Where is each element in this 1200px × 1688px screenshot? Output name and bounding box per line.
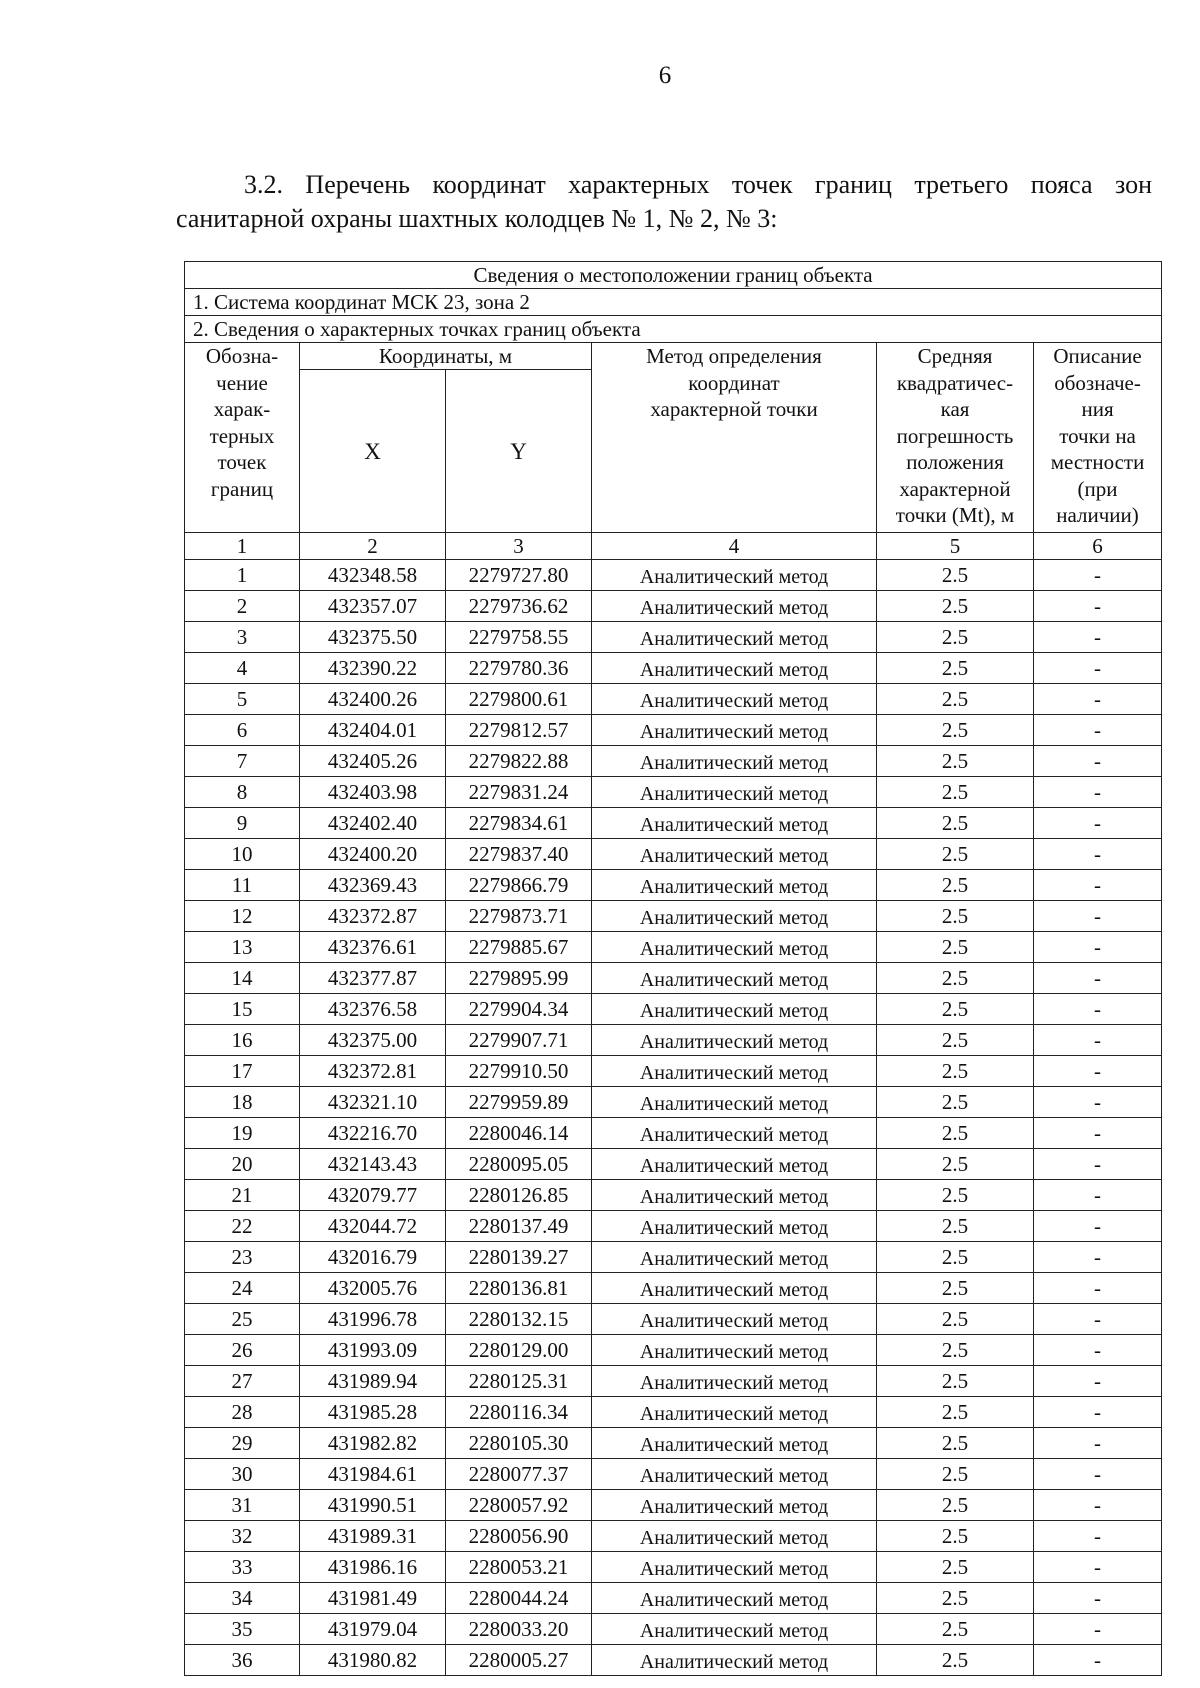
cell-description: -: [1034, 1366, 1162, 1397]
column-number: 5: [877, 533, 1034, 560]
cell-y: 2279758.55: [446, 622, 592, 653]
table-row: [185, 1025, 1162, 1056]
cell-y: 2279780.36: [446, 653, 592, 684]
cell-point-number: 29: [185, 1428, 300, 1459]
header-method: Метод определения координат характерной точки: [592, 343, 877, 533]
cell-method: Аналитический метод: [592, 1459, 877, 1490]
cell-point-number: 9: [185, 808, 300, 839]
cell-point-number: 2: [185, 591, 300, 622]
cell-point-number: 14: [185, 963, 300, 994]
table-row: [185, 1056, 1162, 1087]
table-row: [185, 1366, 1162, 1397]
cell-error: 2.5: [877, 1087, 1034, 1118]
cell-description: -: [1034, 1304, 1162, 1335]
cell-method: Аналитический метод: [592, 994, 877, 1025]
table-row: [185, 591, 1162, 622]
cell-y: 2279866.79: [446, 870, 592, 901]
cell-method: Аналитический метод: [592, 963, 877, 994]
table-row: [185, 1118, 1162, 1149]
cell-method: Аналитический метод: [592, 1428, 877, 1459]
cell-error: 2.5: [877, 591, 1034, 622]
table-row: [185, 1149, 1162, 1180]
cell-point-number: 11: [185, 870, 300, 901]
cell-x: 432372.87: [300, 901, 446, 932]
cell-x: 432403.98: [300, 777, 446, 808]
cell-x: 432321.10: [300, 1087, 446, 1118]
cell-point-number: 30: [185, 1459, 300, 1490]
cell-error: 2.5: [877, 622, 1034, 653]
cell-error: 2.5: [877, 963, 1034, 994]
cell-x: 432143.43: [300, 1149, 446, 1180]
cell-y: 2280116.34: [446, 1397, 592, 1428]
table-row: [185, 1242, 1162, 1273]
cell-x: 432376.61: [300, 932, 446, 963]
cell-error: 2.5: [877, 1428, 1034, 1459]
cell-description: -: [1034, 1056, 1162, 1087]
cell-point-number: 20: [185, 1149, 300, 1180]
table-row: [185, 684, 1162, 715]
table-row: [185, 994, 1162, 1025]
cell-y: 2279873.71: [446, 901, 592, 932]
cell-x: 431984.61: [300, 1459, 446, 1490]
cell-x: 432375.50: [300, 622, 446, 653]
table-row: [185, 901, 1162, 932]
cell-error: 2.5: [877, 653, 1034, 684]
cell-x: 432369.43: [300, 870, 446, 901]
table-row: [185, 963, 1162, 994]
cell-error: 2.5: [877, 994, 1034, 1025]
cell-method: Аналитический метод: [592, 1149, 877, 1180]
cell-error: 2.5: [877, 1366, 1034, 1397]
cell-x: 432390.22: [300, 653, 446, 684]
cell-error: 2.5: [877, 1242, 1034, 1273]
cell-error: 2.5: [877, 1397, 1034, 1428]
cell-description: -: [1034, 746, 1162, 777]
cell-method: Аналитический метод: [592, 1335, 877, 1366]
cell-y: 2280056.90: [446, 1521, 592, 1552]
cell-error: 2.5: [877, 746, 1034, 777]
cell-x: 431979.04: [300, 1614, 446, 1645]
cell-description: -: [1034, 1428, 1162, 1459]
coordinate-system: 1. Система координат МСК 23, зона 2: [185, 289, 1162, 316]
cell-point-number: 32: [185, 1521, 300, 1552]
cell-error: 2.5: [877, 1552, 1034, 1583]
cell-method: Аналитический метод: [592, 1180, 877, 1211]
cell-point-number: 19: [185, 1118, 300, 1149]
cell-method: Аналитический метод: [592, 560, 877, 591]
cell-x: 432044.72: [300, 1211, 446, 1242]
cell-error: 2.5: [877, 1056, 1034, 1087]
cell-y: 2280132.15: [446, 1304, 592, 1335]
cell-y: 2279885.67: [446, 932, 592, 963]
cell-error: 2.5: [877, 870, 1034, 901]
cell-x: 431980.82: [300, 1645, 446, 1676]
cell-method: Аналитический метод: [592, 1273, 877, 1304]
cell-error: 2.5: [877, 1490, 1034, 1521]
cell-y: 2280129.00: [446, 1335, 592, 1366]
cell-error: 2.5: [877, 1025, 1034, 1056]
cell-error: 2.5: [877, 1304, 1034, 1335]
cell-method: Аналитический метод: [592, 1087, 877, 1118]
section-heading: [176, 168, 1152, 236]
cell-description: -: [1034, 684, 1162, 715]
column-number: 1: [185, 533, 300, 560]
column-number: 6: [1034, 533, 1162, 560]
cell-x: 432404.01: [300, 715, 446, 746]
cell-error: 2.5: [877, 839, 1034, 870]
cell-method: Аналитический метод: [592, 777, 877, 808]
cell-x: 432005.76: [300, 1273, 446, 1304]
cell-description: -: [1034, 591, 1162, 622]
column-number: 3: [446, 533, 592, 560]
cell-point-number: 5: [185, 684, 300, 715]
cell-y: 2280046.14: [446, 1118, 592, 1149]
cell-method: Аналитический метод: [592, 870, 877, 901]
cell-error: 2.5: [877, 1273, 1034, 1304]
cell-method: Аналитический метод: [592, 808, 877, 839]
heading-line-2: санитарной охраны шахтных колодцев № 1, № 2, № 3:: [176, 204, 778, 233]
cell-description: -: [1034, 1211, 1162, 1242]
cell-method: Аналитический метод: [592, 1521, 877, 1552]
cell-error: 2.5: [877, 560, 1034, 591]
cell-method: Аналитический метод: [592, 932, 877, 963]
cell-y: 2279907.71: [446, 1025, 592, 1056]
cell-error: 2.5: [877, 1118, 1034, 1149]
points-section-title: 2. Сведения о характерных точках границ объекта: [185, 316, 1162, 343]
cell-error: 2.5: [877, 777, 1034, 808]
table-row: [185, 622, 1162, 653]
cell-point-number: 18: [185, 1087, 300, 1118]
cell-point-number: 7: [185, 746, 300, 777]
cell-x: 432400.26: [300, 684, 446, 715]
cell-description: -: [1034, 1242, 1162, 1273]
cell-method: Аналитический метод: [592, 1645, 877, 1676]
cell-x: 431989.94: [300, 1366, 446, 1397]
cell-description: -: [1034, 653, 1162, 684]
cell-point-number: 33: [185, 1552, 300, 1583]
cell-y: 2279837.40: [446, 839, 592, 870]
header-error: Средняя квадратичес- кая погрешность положения характерной точки (Mt), м: [877, 343, 1034, 533]
cell-point-number: 26: [185, 1335, 300, 1366]
cell-point-number: 31: [185, 1490, 300, 1521]
cell-description: -: [1034, 1521, 1162, 1552]
cell-method: Аналитический метод: [592, 1366, 877, 1397]
cell-y: 2280077.37: [446, 1459, 592, 1490]
cell-error: 2.5: [877, 684, 1034, 715]
cell-y: 2279834.61: [446, 808, 592, 839]
cell-point-number: 28: [185, 1397, 300, 1428]
cell-method: Аналитический метод: [592, 1211, 877, 1242]
cell-error: 2.5: [877, 1335, 1034, 1366]
cell-error: 2.5: [877, 932, 1034, 963]
cell-description: -: [1034, 1087, 1162, 1118]
cell-y: 2280095.05: [446, 1149, 592, 1180]
table-row: [185, 560, 1162, 591]
cell-method: Аналитический метод: [592, 1552, 877, 1583]
cell-x: 431985.28: [300, 1397, 446, 1428]
cell-method: Аналитический метод: [592, 1242, 877, 1273]
cell-description: -: [1034, 1614, 1162, 1645]
header-point-designation: Обозна- чение харак- терных точек границ: [185, 343, 300, 533]
cell-point-number: 16: [185, 1025, 300, 1056]
cell-point-number: 4: [185, 653, 300, 684]
cell-point-number: 22: [185, 1211, 300, 1242]
cell-description: -: [1034, 1490, 1162, 1521]
cell-point-number: 13: [185, 932, 300, 963]
cell-error: 2.5: [877, 1645, 1034, 1676]
cell-y: 2280125.31: [446, 1366, 592, 1397]
cell-x: 431982.82: [300, 1428, 446, 1459]
table-row: [185, 1335, 1162, 1366]
cell-point-number: 3: [185, 622, 300, 653]
table-row: [185, 1180, 1162, 1211]
cell-error: 2.5: [877, 1180, 1034, 1211]
cell-description: -: [1034, 932, 1162, 963]
cell-description: -: [1034, 777, 1162, 808]
cell-description: -: [1034, 870, 1162, 901]
cell-point-number: 27: [185, 1366, 300, 1397]
cell-description: -: [1034, 1335, 1162, 1366]
cell-y: 2279910.50: [446, 1056, 592, 1087]
table-row: [185, 1211, 1162, 1242]
table-row: [185, 1583, 1162, 1614]
cell-error: 2.5: [877, 901, 1034, 932]
cell-description: -: [1034, 560, 1162, 591]
cell-description: -: [1034, 963, 1162, 994]
column-number: 4: [592, 533, 877, 560]
table-row: [185, 870, 1162, 901]
cell-y: 2280126.85: [446, 1180, 592, 1211]
cell-point-number: 6: [185, 715, 300, 746]
cell-y: 2279736.62: [446, 591, 592, 622]
cell-method: Аналитический метод: [592, 1490, 877, 1521]
table-row: [185, 1521, 1162, 1552]
cell-x: 432376.58: [300, 994, 446, 1025]
table-row: [185, 1645, 1162, 1676]
cell-point-number: 1: [185, 560, 300, 591]
cell-description: -: [1034, 1273, 1162, 1304]
cell-y: 2279895.99: [446, 963, 592, 994]
cell-error: 2.5: [877, 715, 1034, 746]
cell-y: 2280137.49: [446, 1211, 592, 1242]
cell-y: 2279727.80: [446, 560, 592, 591]
cell-method: Аналитический метод: [592, 1614, 877, 1645]
cell-point-number: 17: [185, 1056, 300, 1087]
table-row: [185, 1552, 1162, 1583]
cell-error: 2.5: [877, 1459, 1034, 1490]
cell-method: Аналитический метод: [592, 746, 877, 777]
cell-y: 2279812.57: [446, 715, 592, 746]
cell-x: 432402.40: [300, 808, 446, 839]
cell-y: 2280139.27: [446, 1242, 592, 1273]
header-description: Описание обозначе- ния точки на местности (при наличии): [1034, 343, 1162, 533]
table-row: [185, 1490, 1162, 1521]
cell-method: Аналитический метод: [592, 1025, 877, 1056]
table-row: [185, 1614, 1162, 1645]
cell-y: 2280005.27: [446, 1645, 592, 1676]
cell-error: 2.5: [877, 1583, 1034, 1614]
cell-method: Аналитический метод: [592, 715, 877, 746]
table-row: [185, 1397, 1162, 1428]
cell-description: -: [1034, 1459, 1162, 1490]
cell-x: 431993.09: [300, 1335, 446, 1366]
cell-method: Аналитический метод: [592, 1583, 877, 1614]
cell-y: 2280044.24: [446, 1583, 592, 1614]
cell-point-number: 21: [185, 1180, 300, 1211]
header-x: X: [300, 370, 446, 533]
cell-description: -: [1034, 1552, 1162, 1583]
cell-x: 432016.79: [300, 1242, 446, 1273]
table-row: [185, 746, 1162, 777]
cell-point-number: 35: [185, 1614, 300, 1645]
heading-line-1: 3.2. Перечень координат характерных точек границ третьего пояса зон: [244, 170, 1152, 199]
cell-method: Аналитический метод: [592, 622, 877, 653]
cell-y: 2280053.21: [446, 1552, 592, 1583]
table-row: [185, 1428, 1162, 1459]
cell-x: 432405.26: [300, 746, 446, 777]
cell-method: Аналитический метод: [592, 684, 877, 715]
cell-point-number: 25: [185, 1304, 300, 1335]
table-row: [185, 1273, 1162, 1304]
cell-x: 432079.77: [300, 1180, 446, 1211]
cell-description: -: [1034, 1397, 1162, 1428]
cell-method: Аналитический метод: [592, 1397, 877, 1428]
table-row: [185, 1459, 1162, 1490]
cell-x: 432372.81: [300, 1056, 446, 1087]
table-row: [185, 839, 1162, 870]
cell-y: 2279831.24: [446, 777, 592, 808]
cell-point-number: 24: [185, 1273, 300, 1304]
cell-method: Аналитический метод: [592, 1118, 877, 1149]
cell-description: -: [1034, 1025, 1162, 1056]
cell-method: Аналитический метод: [592, 653, 877, 684]
cell-point-number: 34: [185, 1583, 300, 1614]
cell-error: 2.5: [877, 808, 1034, 839]
table-row: [185, 1087, 1162, 1118]
cell-point-number: 10: [185, 839, 300, 870]
page-number: 6: [658, 62, 672, 89]
coordinates-table: [184, 261, 1162, 1676]
cell-x: 431996.78: [300, 1304, 446, 1335]
table-row: [185, 715, 1162, 746]
cell-y: 2279904.34: [446, 994, 592, 1025]
cell-description: -: [1034, 1118, 1162, 1149]
cell-error: 2.5: [877, 1149, 1034, 1180]
cell-y: 2279959.89: [446, 1087, 592, 1118]
cell-description: -: [1034, 1583, 1162, 1614]
cell-description: -: [1034, 901, 1162, 932]
table-row: [185, 808, 1162, 839]
cell-description: -: [1034, 808, 1162, 839]
header-y: Y: [446, 370, 592, 533]
column-number: 2: [300, 533, 446, 560]
cell-y: 2280033.20: [446, 1614, 592, 1645]
cell-description: -: [1034, 994, 1162, 1025]
cell-x: 431989.31: [300, 1521, 446, 1552]
cell-description: -: [1034, 622, 1162, 653]
cell-x: 432375.00: [300, 1025, 446, 1056]
cell-method: Аналитический метод: [592, 839, 877, 870]
cell-y: 2279822.88: [446, 746, 592, 777]
cell-y: 2280057.92: [446, 1490, 592, 1521]
cell-method: Аналитический метод: [592, 591, 877, 622]
cell-method: Аналитический метод: [592, 901, 877, 932]
cell-x: 432400.20: [300, 839, 446, 870]
cell-error: 2.5: [877, 1614, 1034, 1645]
cell-point-number: 36: [185, 1645, 300, 1676]
cell-point-number: 8: [185, 777, 300, 808]
cell-point-number: 12: [185, 901, 300, 932]
cell-description: -: [1034, 715, 1162, 746]
table-row: [185, 1304, 1162, 1335]
table-title: Сведения о местоположении границ объекта: [185, 262, 1162, 289]
cell-y: 2279800.61: [446, 684, 592, 715]
cell-x: 432348.58: [300, 560, 446, 591]
cell-error: 2.5: [877, 1211, 1034, 1242]
cell-method: Аналитический метод: [592, 1304, 877, 1335]
cell-method: Аналитический метод: [592, 1056, 877, 1087]
cell-y: 2280105.30: [446, 1428, 592, 1459]
cell-description: -: [1034, 1149, 1162, 1180]
cell-description: -: [1034, 839, 1162, 870]
cell-x: 431986.16: [300, 1552, 446, 1583]
cell-description: -: [1034, 1180, 1162, 1211]
cell-x: 432216.70: [300, 1118, 446, 1149]
table-row: [185, 932, 1162, 963]
cell-x: 431981.49: [300, 1583, 446, 1614]
cell-y: 2280136.81: [446, 1273, 592, 1304]
cell-point-number: 23: [185, 1242, 300, 1273]
header-coordinates: Координаты, м: [300, 343, 592, 370]
cell-x: 431990.51: [300, 1490, 446, 1521]
table-row: [185, 777, 1162, 808]
table-row: [185, 653, 1162, 684]
cell-x: 432377.87: [300, 963, 446, 994]
cell-description: -: [1034, 1645, 1162, 1676]
cell-point-number: 15: [185, 994, 300, 1025]
cell-x: 432357.07: [300, 591, 446, 622]
cell-error: 2.5: [877, 1521, 1034, 1552]
